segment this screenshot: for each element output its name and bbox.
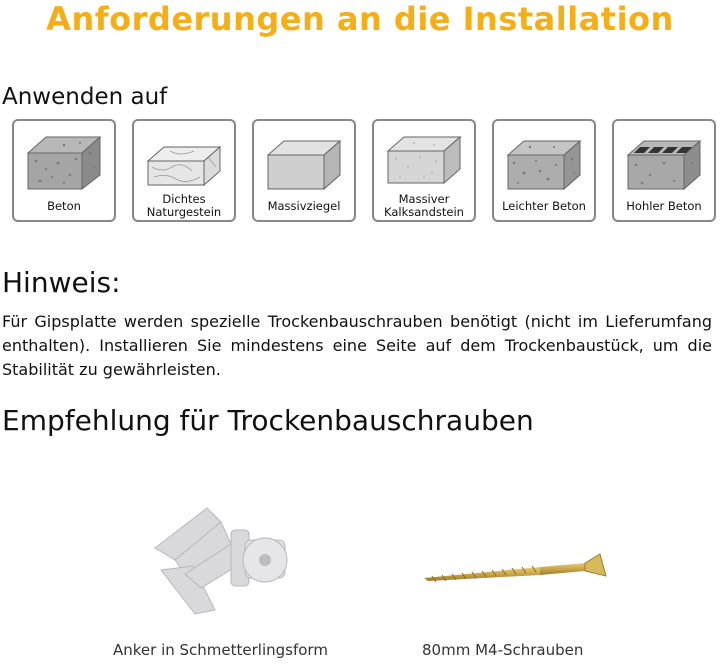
material-card-hohler-beton xyxy=(612,119,716,222)
product-caption-screw: 80mm M4-Schrauben xyxy=(422,641,584,659)
screw-icon xyxy=(420,552,610,592)
product-caption-anchor: Anker in Schmetterlingsform xyxy=(113,641,328,659)
hollow-concrete-icon xyxy=(624,133,704,191)
lightweight-concrete-icon xyxy=(504,133,584,191)
recommendation-heading: Empfehlung für Trockenbauschrauben xyxy=(2,404,534,437)
sand-lime-brick-icon xyxy=(384,133,464,191)
material-label: Massivziegel xyxy=(267,198,341,213)
apply-heading: Anwenden auf xyxy=(2,84,168,110)
natural-stone-icon xyxy=(144,133,224,191)
note-heading: Hinweis: xyxy=(2,266,121,299)
butterfly-anchor-icon xyxy=(145,500,295,620)
page-title: Anforderungen an die Installation xyxy=(46,0,674,38)
concrete-block-icon xyxy=(24,133,104,191)
note-text: Für Gipsplatte werden spezielle Trockenbauschrauben benötigt (nicht im Lieferumfang enthalten). Installieren Sie mindestens eine Seite auf dem Trockenbaustück, um die Stabilität zu gewährleisten. xyxy=(2,312,712,379)
materials-row xyxy=(12,119,712,225)
material-label: Massiver Kalksandstein xyxy=(384,192,464,219)
material-label: Hohler Beton xyxy=(626,198,702,213)
material-label: Dichtes Naturgestein xyxy=(146,192,222,219)
material-card-beton xyxy=(12,119,116,222)
material-card-kalksandstein xyxy=(372,119,476,222)
material-card-massivziegel xyxy=(252,119,356,222)
material-label: Beton xyxy=(47,198,81,213)
material-card-naturgestein xyxy=(132,119,236,222)
solid-brick-icon xyxy=(264,133,344,191)
material-card-leichter-beton xyxy=(492,119,596,222)
material-label: Leichter Beton xyxy=(502,198,586,213)
